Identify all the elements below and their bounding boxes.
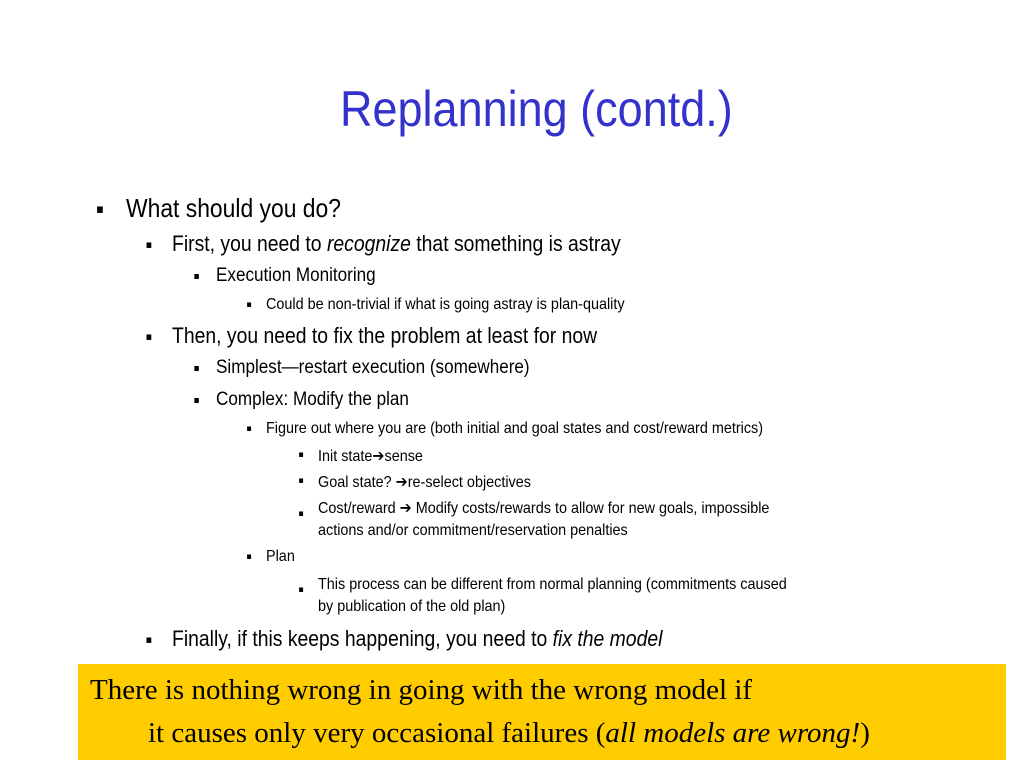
list-item-simplest	[193, 357, 530, 379]
arrow-right-icon: ➔	[399, 500, 412, 517]
list-item-goal-state	[298, 472, 531, 492]
list-item-fix-model	[145, 626, 663, 652]
bullet-icon: ▪	[246, 300, 252, 310]
slide-title: Replanning (contd.)	[340, 81, 733, 137]
arrow-right-icon: ➔	[372, 448, 385, 465]
list-item-text: Init state	[318, 448, 373, 465]
bullet-icon: ▪	[246, 552, 252, 562]
bullet-icon: ▪	[193, 395, 200, 406]
list-item-text: Figure out where you are (both initial and goal states and cost/reward metrics)	[266, 420, 764, 437]
list-item-execution-monitoring	[193, 265, 376, 287]
list-item-init-state	[298, 446, 423, 466]
arrow-right-icon: ➔	[395, 474, 408, 491]
bullet-icon: ▪	[298, 509, 304, 519]
list-item-non-trivial	[246, 296, 625, 314]
list-item-plan	[246, 548, 295, 566]
callout-box	[78, 664, 1006, 760]
emphasis-text: fix the model	[552, 626, 663, 651]
list-item-text: Execution Monitoring	[216, 265, 376, 286]
list-item-text: Cost/reward	[318, 500, 400, 517]
list-item-text: sense	[384, 448, 423, 465]
list-item-text: Goal state?	[318, 474, 396, 491]
bullet-icon: ▪	[298, 476, 304, 486]
bullet-icon: ▪	[193, 271, 200, 282]
list-item-recognize	[145, 231, 621, 257]
list-item-text: that something is astray	[410, 231, 621, 256]
list-item-text: What should you do?	[126, 193, 341, 223]
list-item-text: Plan	[266, 548, 295, 565]
list-item-figure-out	[246, 420, 764, 438]
list-item-text: Simplest—restart execution (somewhere)	[216, 357, 530, 378]
bullet-icon: ▪	[193, 363, 200, 374]
bullet-icon: ▪	[145, 238, 153, 251]
list-item-fix-problem	[145, 323, 598, 349]
list-item-text: First, you need to	[172, 231, 327, 256]
bullet-icon: ▪	[145, 330, 153, 343]
emphasis-text: recognize	[326, 231, 411, 256]
bullet-icon: ▪	[145, 633, 153, 646]
list-item-text: Complex: Modify the plan	[216, 389, 409, 410]
list-item-complex	[193, 389, 409, 411]
callout-emphasis: all models are wrong!	[605, 717, 861, 749]
list-item-what-should-you-do	[96, 193, 341, 224]
list-item-text: Could be non-trivial if what is going astray is plan-quality	[266, 296, 625, 313]
list-item-text: re-select objectives	[407, 474, 531, 491]
list-item-process	[298, 574, 787, 618]
callout-line-2	[148, 717, 870, 750]
list-item-text: actions and/or commitment/reservation penalties	[318, 522, 628, 539]
bullet-icon: ▪	[298, 585, 304, 595]
callout-text: )	[860, 717, 870, 749]
bullet-icon: ▪	[298, 450, 304, 460]
callout-line-1: There is nothing wrong in going with the wrong model if	[90, 674, 753, 706]
list-item-text: Finally, if this keeps happening, you need to	[172, 626, 553, 651]
list-item-text: by publication of the old plan)	[318, 598, 506, 615]
callout-text: it causes only very occasional failures (	[148, 717, 606, 749]
list-item-cost-reward	[298, 498, 770, 542]
list-item-text: Modify costs/rewards to allow for new goals, impossible	[411, 500, 770, 517]
list-item-text: This process can be different from normal planning (commitments caused	[318, 576, 787, 593]
bullet-icon: ▪	[246, 424, 252, 434]
list-item-text: Then, you need to fix the problem at least for now	[172, 323, 598, 348]
bullet-icon: ▪	[96, 202, 104, 217]
